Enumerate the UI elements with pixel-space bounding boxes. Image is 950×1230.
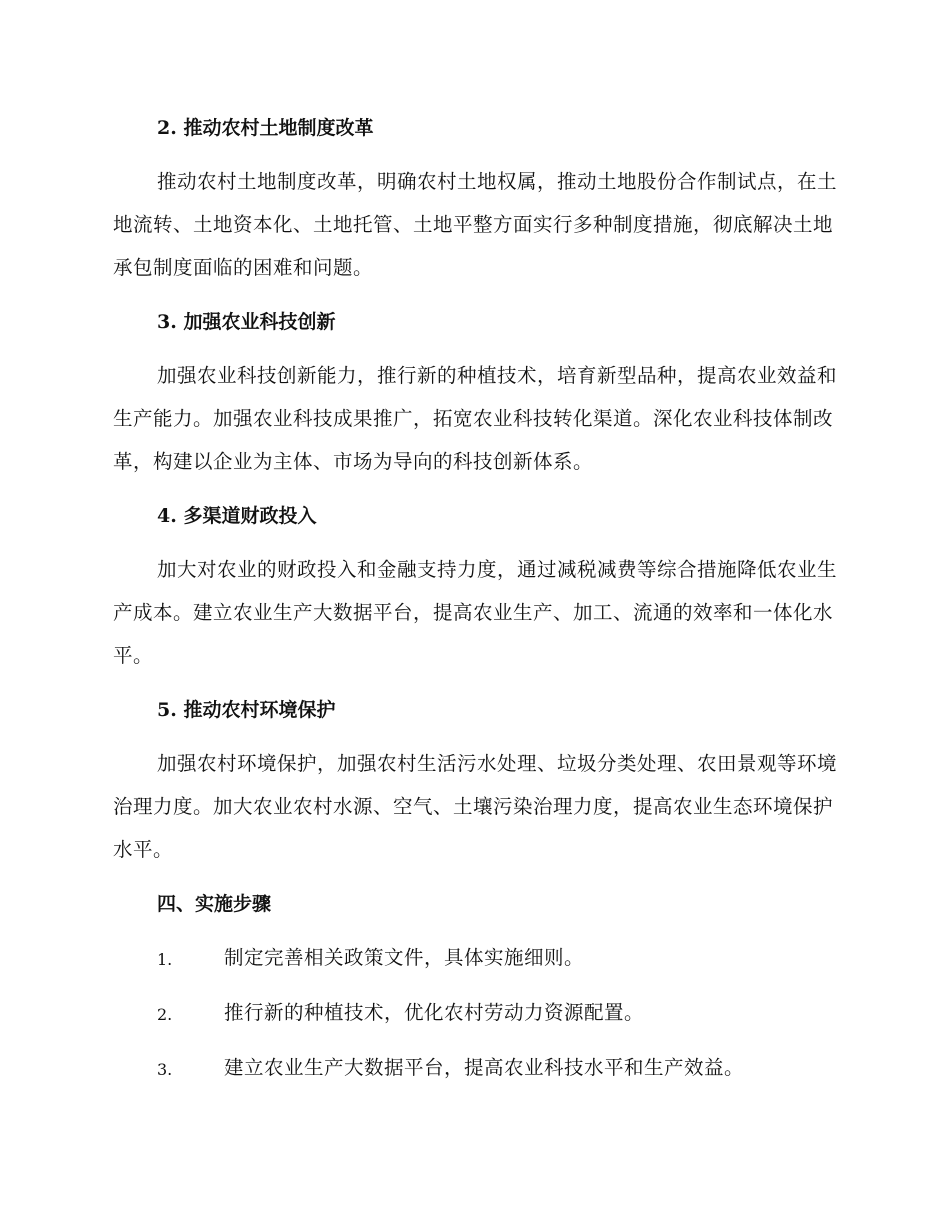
step-number: 3. <box>157 1060 173 1079</box>
section-body-land-reform: 推动农村土地制度改革，明确农村土地权属，推动土地股份合作制试点，在土地流转、土地资本化、土地托管、土地平整方面实行多种制度措施，彻底解决土地承包制度面临的困难和问题。 <box>113 170 838 279</box>
section-heading-fiscal-input: 4. 多渠道财政投入 <box>157 505 317 527</box>
section-body-environment: 加强农村环境保护，加强农村生活污水处理、垃圾分类处理、农田景观等环境治理力度。加大农业农村水源、空气、土壤污染治理力度，提高农业生态环境保护水平。 <box>113 752 838 861</box>
step-number: 2. <box>157 1005 173 1024</box>
section-heading-tech-innovation: 3. 加强农业科技创新 <box>157 311 336 333</box>
step-text: 制定完善相关政策文件，具体实施细则。 <box>224 946 585 969</box>
step-text: 建立农业生产大数据平台，提高农业科技水平和生产效益。 <box>224 1056 745 1079</box>
section-body-fiscal-input: 加大对农业的财政投入和金融支持力度，通过减税减费等综合措施降低农业生产成本。建立农业生产大数据平台，提高农业生产、加工、流通的效率和一体化水平。 <box>113 558 838 667</box>
step-number: 1. <box>157 950 173 969</box>
section-heading-land-reform: 2. 推动农村土地制度改革 <box>157 117 374 139</box>
section-body-tech-innovation: 加强农业科技创新能力，推行新的种植技术，培育新型品种，提高农业效益和生产能力。加强农业科技成果推广，拓宽农业科技转化渠道。深化农业科技体制改革，构建以企业为主体、市场为导向的科技创新体系。 <box>113 364 838 473</box>
implementation-heading: 四、实施步骤 <box>157 893 272 915</box>
step-text: 推行新的种植技术，优化农村劳动力资源配置。 <box>224 1001 645 1024</box>
section-heading-environment: 5. 推动农村环境保护 <box>157 699 336 721</box>
